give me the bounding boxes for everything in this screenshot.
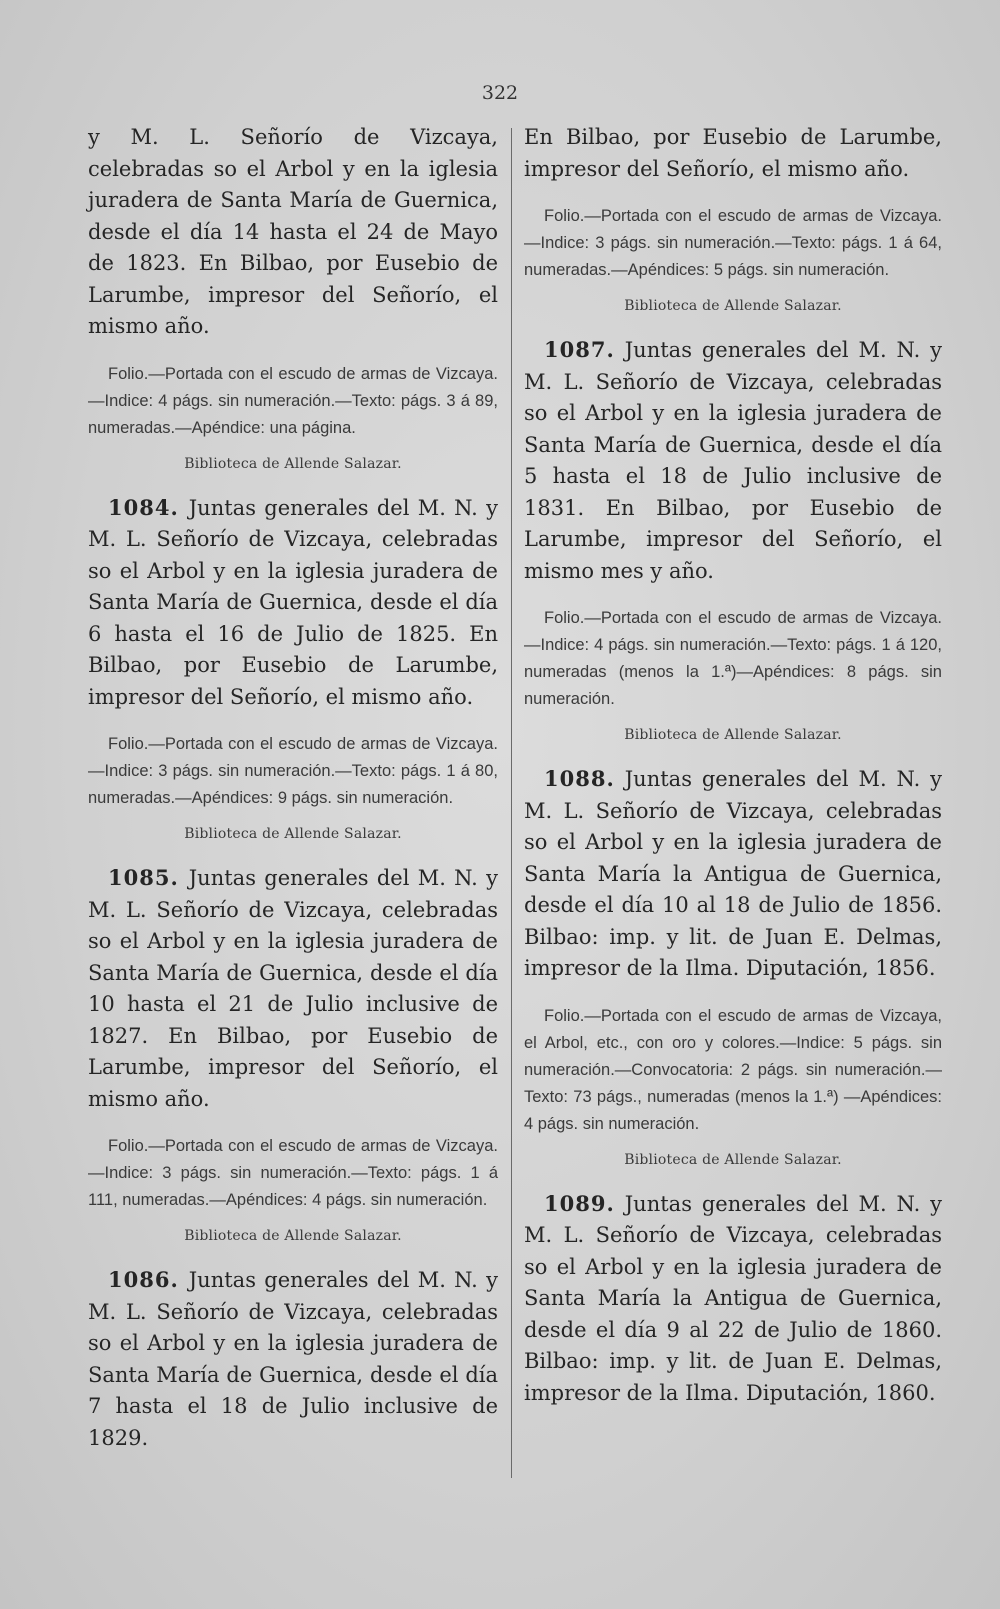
catalog-entry-1085 — [88, 862, 498, 1115]
right-column — [524, 122, 942, 1409]
entry-number: 1087. — [544, 337, 615, 362]
catalog-entry-1084 — [88, 492, 498, 714]
page-number: 322 — [481, 82, 519, 104]
entry-text: Juntas generales del M. N. y M. L. Señorío de Vizcaya, celebradas so el Arbol y en la iglesia juradera de Santa María la Antigua de Guernica, desde el día 9 al 22 de Julio de 1860. Bilbao: imp. y lit. de Juan E. Delmas, impresor de la Ilma. Diputación, 1860. — [524, 1191, 942, 1405]
entry-number: 1088. — [544, 766, 615, 791]
catalog-entry-1086 — [88, 1264, 498, 1454]
library-note: Biblioteca de Allende Salazar. — [184, 455, 402, 472]
entry-description: Folio.—Portada con el escudo de armas de Vizcaya.—Indice: 3 págs. sin numeración.—Texto: págs. 1 á 80, numeradas.—Apéndices: 9 págs. sin numeración. — [88, 735, 498, 807]
column-divider — [511, 128, 512, 1478]
entry-text: Juntas generales del M. N. y M. L. Señorío de Vizcaya, celebradas so el Arbol y en la iglesia juradera de Santa María la Antigua de Guernica, desde el día 10 al 18 de Julio de 1856. Bilbao: imp. y lit. de Juan E. Delmas, impresor de la Ilma. Diputación, 1856. — [524, 767, 942, 980]
entry-number: 1089. — [544, 1190, 615, 1216]
entry-description: Folio.—Portada con el escudo de armas de Vizcaya, el Arbol, etc., con oro y colores.—Indice: 5 págs. sin numeración.—Convocatoria: 2 págs. sin numeración.—Texto: 73 págs., numeradas (menos la 1.ª) —Apéndices: 4 págs. sin numeración. — [524, 1006, 942, 1133]
entry-description: Folio.—Portada con el escudo de armas de Vizcaya.—Indice: 3 págs. sin numeración.—Texto: págs. 1 á 111, numeradas.—Apéndices: 4 págs. sin numeración. — [88, 1137, 498, 1209]
entry-text: Juntas generales del M. N. y M. L. Señorío de Vizcaya, celebradas so el Arbol y en la iglesia juradera de Santa María de Guernica, desde el día 6 hasta el 16 de Julio de 1825. En Bilbao, por Eusebio de Larumbe, impresor del Señorío, el mismo año. — [88, 495, 498, 709]
continued-entry-description: Folio.—Portada con el escudo de armas de Vizcaya.—Indice: 3 págs. sin numeración.—Texto: págs. 1 á 64, numeradas.—Apéndices: 5 págs. sin numeración. — [524, 207, 942, 279]
continued-entry-description: Folio.—Portada con el escudo de armas de Vizcaya.—Indice: 4 págs. sin numeración.—Texto: págs. 3 á 89, numeradas.—Apéndice: una página. — [88, 364, 498, 437]
catalog-entry-1087 — [524, 334, 942, 587]
entry-text: Juntas generales del M. N. y M. L. Señorío de Vizcaya, celebradas so el Arbol y en la iglesia juradera de Santa María de Guernica, desde el día 7 hasta el 18 de Julio inclusive de 1829. — [88, 1268, 498, 1450]
entry-number: 1085. — [108, 865, 179, 890]
continued-entry-text: y M. L. Señorío de Vizcaya, celebradas so el Arbol y en la iglesia juradera de Santa María de Guernica, desde el día 14 hasta el 24 de Mayo de 1823. En Bilbao, por Eusebio de Larumbe, impresor del Señorío, el mismo año. — [88, 125, 498, 338]
library-note: Biblioteca de Allende Salazar. — [624, 1151, 842, 1168]
continued-entry-text: En Bilbao, por Eusebio de Larumbe, impresor del Señorío, el mismo año. — [524, 125, 942, 181]
library-note: Biblioteca de Allende Salazar. — [624, 298, 842, 314]
catalog-entry-1088 — [524, 763, 942, 985]
left-column — [88, 122, 498, 1454]
entry-text: Juntas generales del M. N. y M. L. Señorío de Vizcaya, celebradas so el Arbol y en la iglesia juradera de Santa María de Guernica, desde el día 10 hasta el 21 de Julio inclusive de 1827. En Bilbao, por Eusebio de Larumbe, impresor del Señorío, el mismo año. — [88, 866, 498, 1111]
library-note: Biblioteca de Allende Salazar. — [184, 1228, 402, 1244]
entry-text: Juntas generales del M. N. y M. L. Señorío de Vizcaya, celebradas so el Arbol y en la iglesia juradera de Santa María de Guernica, desde el día 5 hasta el 18 de Julio inclusive de 1831. En Bilbao, por Eusebio de Larumbe, impresor del Señorío, el mismo mes y año. — [524, 338, 942, 583]
entry-number: 1084. — [108, 494, 179, 520]
entry-number: 1086. — [108, 1267, 179, 1292]
entry-description: Folio.—Portada con el escudo de armas de Vizcaya.—Indice: 4 págs. sin numeración.—Texto: págs. 1 á 120, numeradas (menos la 1.ª)—Apéndices: 8 págs. sin numeración. — [524, 609, 942, 708]
library-note: Biblioteca de Allende Salazar. — [624, 727, 842, 743]
catalog-entry-1089 — [524, 1188, 942, 1410]
library-note: Biblioteca de Allende Salazar. — [184, 826, 402, 842]
